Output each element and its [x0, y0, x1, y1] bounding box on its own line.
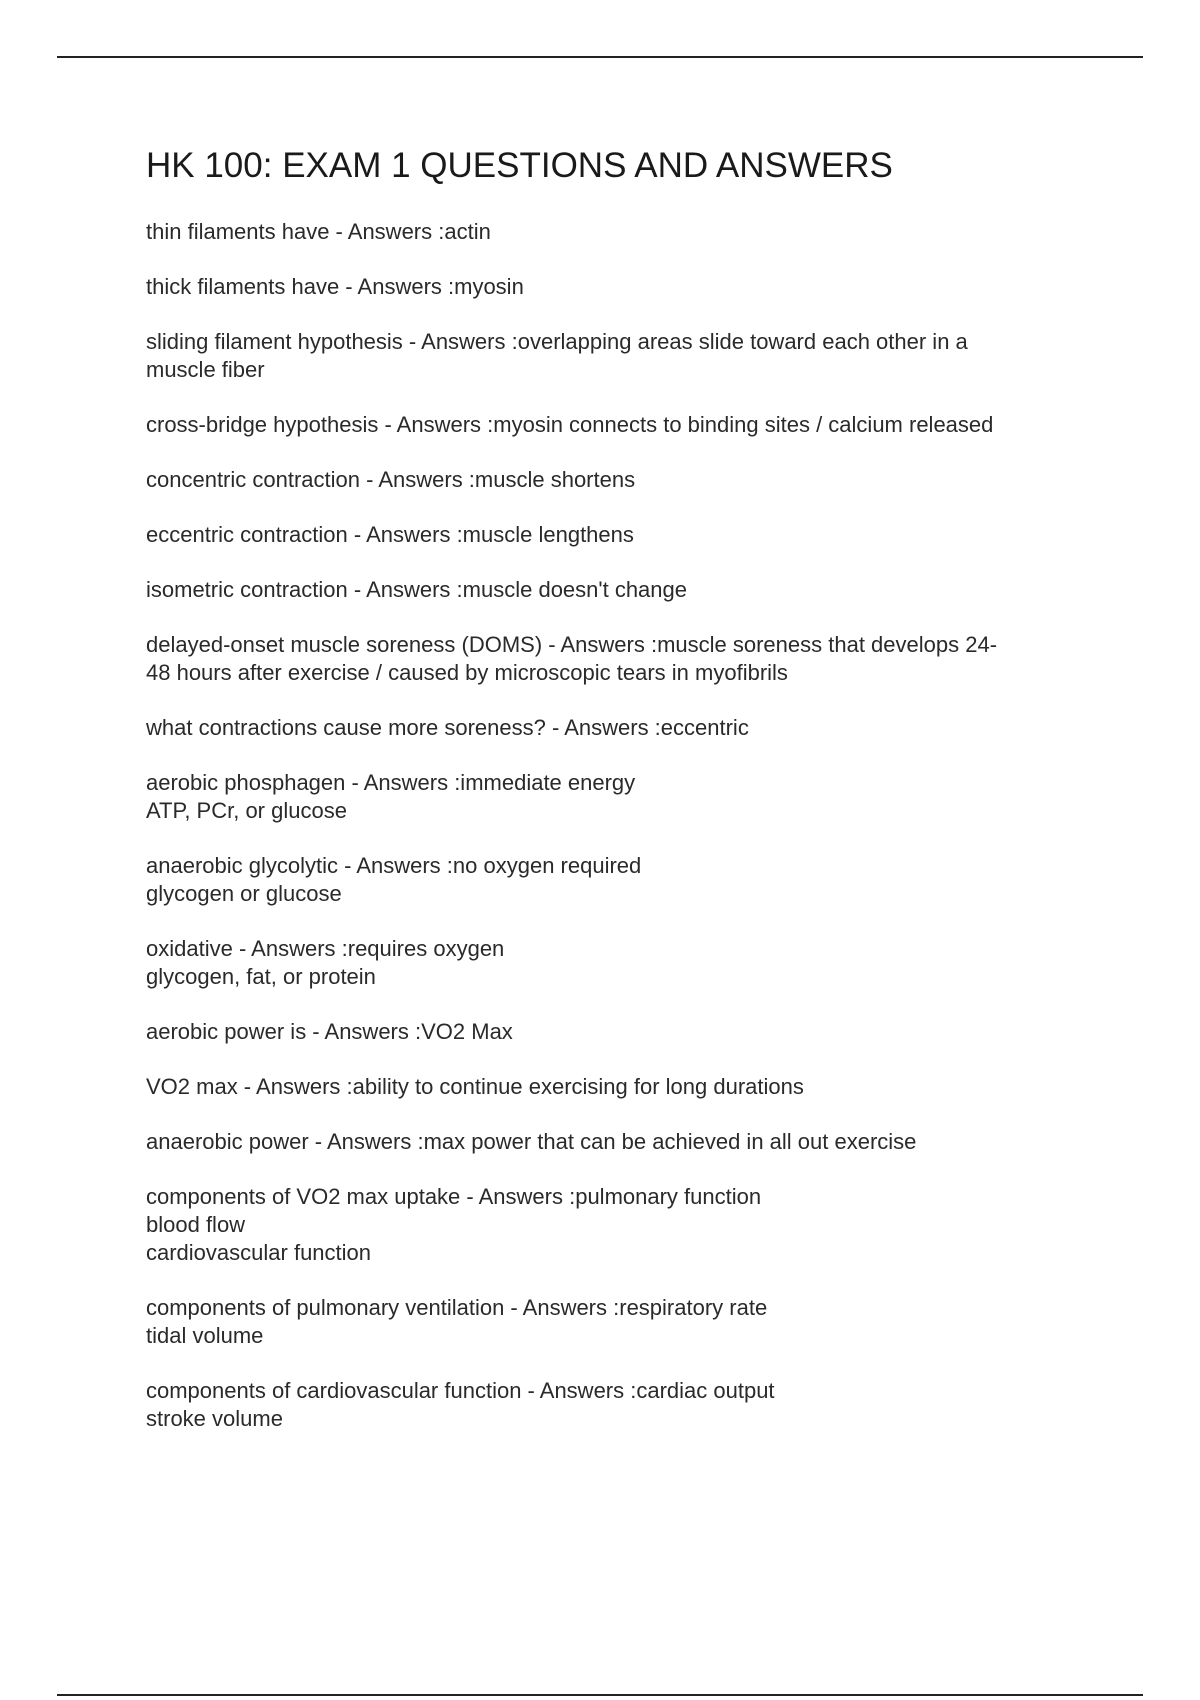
qa-line: oxidative - Answers :requires oxygen — [146, 936, 505, 961]
qa-line: tidal volume — [146, 1323, 264, 1348]
qa-line: components of pulmonary ventilation - Answers :respiratory rate — [146, 1295, 768, 1320]
qa-item — [146, 328, 1096, 384]
qa-line: aerobic phosphagen - Answers :immediate energy — [146, 770, 636, 795]
qa-line: delayed-onset muscle soreness (DOMS) - Answers :muscle soreness that develops 24- — [146, 632, 998, 657]
qa-line: thick filaments have - Answers :myosin — [146, 274, 524, 299]
qa-item — [146, 521, 1096, 549]
qa-line: ATP, PCr, or glucose — [146, 798, 347, 823]
qa-line: concentric contraction - Answers :muscle shortens — [146, 467, 636, 492]
qa-line: anaerobic power - Answers :max power that can be achieved in all out exercise — [146, 1129, 917, 1154]
qa-line: components of cardiovascular function - Answers :cardiac output — [146, 1378, 775, 1403]
top-divider — [57, 56, 1143, 58]
qa-line: glycogen, fat, or protein — [146, 964, 376, 989]
qa-line: anaerobic glycolytic - Answers :no oxygen required — [146, 853, 642, 878]
qa-line: muscle fiber — [146, 357, 265, 382]
qa-item — [146, 273, 1096, 301]
qa-line: stroke volume — [146, 1406, 283, 1431]
qa-item — [146, 1294, 1096, 1350]
bottom-divider — [57, 1694, 1143, 1696]
qa-line: blood flow — [146, 1212, 246, 1237]
qa-line: cross-bridge hypothesis - Answers :myosin connects to binding sites / calcium released — [146, 412, 994, 437]
qa-item — [146, 1073, 1096, 1101]
qa-item — [146, 411, 1096, 439]
qa-item — [146, 935, 1096, 991]
document-body — [146, 142, 1096, 1460]
qa-line: 48 hours after exercise / caused by microscopic tears in myofibrils — [146, 660, 788, 685]
qa-line: components of VO2 max uptake - Answers :pulmonary function — [146, 1184, 762, 1209]
page-title: HK 100: EXAM 1 QUESTIONS AND ANSWERS — [146, 146, 893, 185]
qa-item — [146, 714, 1096, 742]
qa-line: VO2 max - Answers :ability to continue exercising for long durations — [146, 1074, 804, 1099]
qa-line: isometric contraction - Answers :muscle doesn't change — [146, 577, 687, 602]
qa-line: aerobic power is - Answers :VO2 Max — [146, 1019, 513, 1044]
qa-item — [146, 466, 1096, 494]
qa-line: what contractions cause more soreness? - Answers :eccentric — [146, 715, 749, 740]
qa-line: cardiovascular function — [146, 1240, 372, 1265]
qa-item — [146, 1377, 1096, 1433]
qa-item — [146, 852, 1096, 908]
qa-item — [146, 631, 1096, 687]
qa-item — [146, 1128, 1096, 1156]
qa-item — [146, 1018, 1096, 1046]
qa-line: thin filaments have - Answers :actin — [146, 219, 491, 244]
qa-item — [146, 769, 1096, 825]
qa-item — [146, 1183, 1096, 1267]
qa-line: sliding filament hypothesis - Answers :overlapping areas slide toward each other in a — [146, 329, 968, 354]
qa-line: eccentric contraction - Answers :muscle lengthens — [146, 522, 634, 547]
qa-line: glycogen or glucose — [146, 881, 342, 906]
qa-item — [146, 576, 1096, 604]
qa-item — [146, 218, 1096, 246]
